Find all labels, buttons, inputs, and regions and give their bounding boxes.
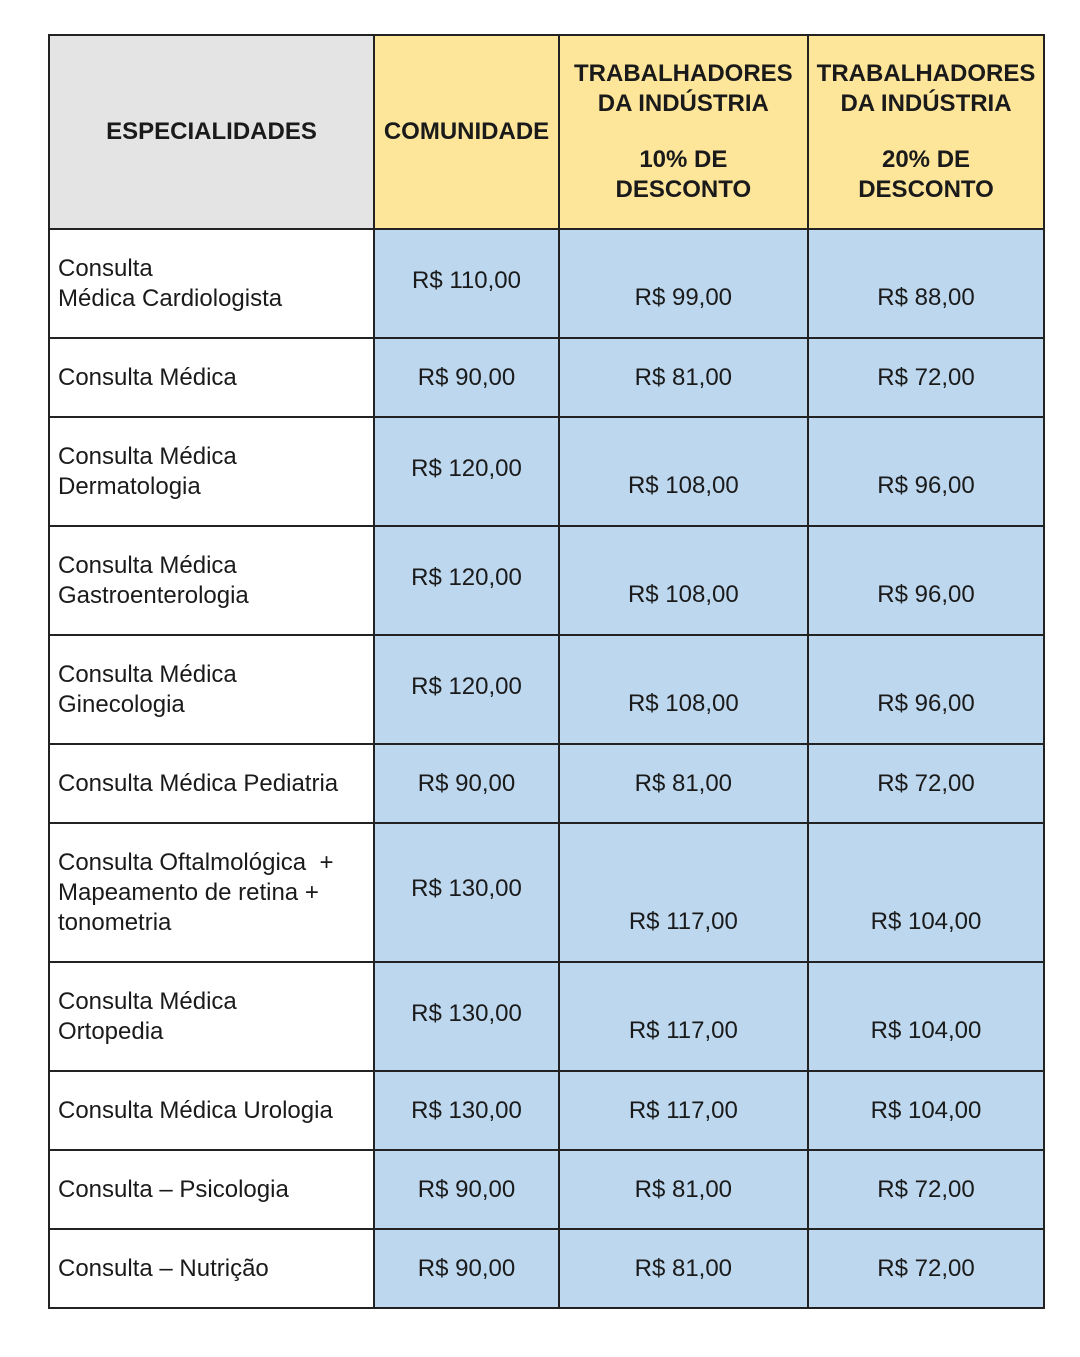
- specialty-name: Consulta Médica Dermatologia: [58, 442, 237, 500]
- specialty-cell: [49, 338, 374, 417]
- header-industry-10: [559, 35, 808, 229]
- specialty-cell: [49, 1150, 374, 1229]
- price-20-discount-cell: [808, 229, 1045, 338]
- price-20-discount-cell: [808, 1150, 1045, 1229]
- community-price-cell: [374, 744, 559, 823]
- price-20-discount-cell: [808, 1071, 1045, 1150]
- community-price: R$ 110,00: [412, 267, 521, 294]
- header-industry-10-label: TRABALHADORES DA INDÚSTRIA: [574, 60, 793, 117]
- price-10-discount-cell: [559, 744, 808, 823]
- specialty-cell: [49, 744, 374, 823]
- price-20-discount: R$ 96,00: [877, 581, 975, 608]
- specialty-name: Consulta – Psicologia: [58, 1175, 289, 1203]
- community-price: R$ 120,00: [411, 564, 522, 591]
- specialty-name: Consulta Oftalmológica + Mapeamento de retina + tonometria: [58, 848, 334, 936]
- price-10-discount: R$ 117,00: [628, 908, 738, 935]
- price-10-discount-cell: [559, 229, 808, 338]
- price-10-discount: R$ 99,00: [634, 284, 733, 311]
- table-row: [49, 417, 1044, 526]
- community-price: R$ 130,00: [411, 1000, 522, 1027]
- community-price-cell: [374, 962, 559, 1071]
- community-price-cell: [374, 823, 559, 962]
- header-specialties-label: ESPECIALIDADES: [106, 118, 317, 145]
- price-20-discount: R$ 72,00: [877, 769, 975, 797]
- price-20-discount-cell: [808, 744, 1045, 823]
- community-price-cell: [374, 526, 559, 635]
- community-price-cell: [374, 338, 559, 417]
- price-10-discount: R$ 81,00: [634, 1175, 733, 1203]
- specialty-name: Consulta Médica Urologia: [58, 1096, 333, 1124]
- price-10-discount: R$ 81,00: [634, 769, 733, 797]
- price-10-discount-cell: [559, 1150, 808, 1229]
- price-10-discount: R$ 81,00: [634, 363, 733, 391]
- price-10-discount-cell: [559, 1229, 808, 1308]
- specialty-name: Consulta Médica Ginecologia: [58, 660, 237, 718]
- community-price-cell: [374, 1150, 559, 1229]
- price-10-discount: R$ 117,00: [628, 1096, 738, 1124]
- price-20-discount: R$ 72,00: [877, 1254, 975, 1282]
- price-20-discount: R$ 104,00: [870, 908, 982, 935]
- price-20-discount: R$ 96,00: [877, 472, 975, 499]
- community-price-cell: [374, 229, 559, 338]
- specialty-cell: [49, 962, 374, 1071]
- table-row: [49, 338, 1044, 417]
- specialty-name: Consulta – Nutrição: [58, 1254, 269, 1282]
- header-community-label: COMUNIDADE: [383, 118, 550, 145]
- price-20-discount-cell: [808, 526, 1045, 635]
- price-20-discount: R$ 88,00: [877, 284, 975, 311]
- header-community: [374, 35, 559, 229]
- table-row: [49, 1071, 1044, 1150]
- price-20-discount: R$ 104,00: [870, 1017, 982, 1044]
- price-20-discount-cell: [808, 417, 1045, 526]
- table-row: [49, 744, 1044, 823]
- header-industry-20-label: TRABALHADORES DA INDÚSTRIA: [816, 60, 1036, 117]
- price-20-discount-cell: [808, 962, 1045, 1071]
- specialty-cell: [49, 635, 374, 744]
- table-row: [49, 962, 1044, 1071]
- community-price: R$ 90,00: [417, 1254, 516, 1282]
- price-10-discount-cell: [559, 526, 808, 635]
- community-price: R$ 90,00: [417, 769, 516, 797]
- specialty-cell: [49, 229, 374, 338]
- specialty-cell: [49, 1229, 374, 1308]
- price-20-discount: R$ 104,00: [870, 1096, 982, 1124]
- community-price-cell: [374, 417, 559, 526]
- header-row: [49, 35, 1044, 229]
- community-price: R$ 120,00: [411, 673, 522, 700]
- price-10-discount-cell: [559, 823, 808, 962]
- price-10-discount-cell: [559, 338, 808, 417]
- table-row: [49, 1229, 1044, 1308]
- price-10-discount-cell: [559, 962, 808, 1071]
- price-10-discount-cell: [559, 417, 808, 526]
- table-row: [49, 823, 1044, 962]
- community-price: R$ 90,00: [417, 1175, 516, 1203]
- table-row: [49, 526, 1044, 635]
- specialty-cell: [49, 823, 374, 962]
- table-row: [49, 1150, 1044, 1229]
- price-10-discount: R$ 108,00: [627, 472, 739, 499]
- price-20-discount: R$ 96,00: [877, 690, 975, 717]
- price-10-discount-cell: [559, 635, 808, 744]
- community-price: R$ 90,00: [417, 363, 516, 391]
- table-row: [49, 229, 1044, 338]
- header-specialties: [49, 35, 374, 229]
- price-20-discount-cell: [808, 635, 1045, 744]
- specialty-name: Consulta Médica Pediatria: [58, 769, 339, 797]
- specialty-name: Consulta Médica Gastroenterologia: [58, 551, 249, 609]
- table-row: [49, 635, 1044, 744]
- price-20-discount-cell: [808, 338, 1045, 417]
- price-20-discount: R$ 72,00: [877, 363, 975, 391]
- specialty-cell: [49, 417, 374, 526]
- community-price-cell: [374, 1071, 559, 1150]
- community-price: R$ 130,00: [411, 1096, 522, 1124]
- price-10-discount: R$ 108,00: [627, 690, 739, 717]
- price-10-discount: R$ 108,00: [627, 581, 739, 608]
- specialty-name: Consulta Médica Cardiologista: [58, 254, 283, 312]
- specialty-cell: [49, 526, 374, 635]
- community-price-cell: [374, 1229, 559, 1308]
- header-industry-20-discount: 20% DE DESCONTO: [858, 146, 994, 203]
- price-10-discount-cell: [559, 1071, 808, 1150]
- price-20-discount-cell: [808, 823, 1045, 962]
- community-price-cell: [374, 635, 559, 744]
- community-price: R$ 130,00: [411, 875, 522, 902]
- price-20-discount-cell: [808, 1229, 1045, 1308]
- specialty-cell: [49, 1071, 374, 1150]
- header-industry-10-discount: 10% DE DESCONTO: [615, 146, 752, 203]
- price-20-discount: R$ 72,00: [877, 1175, 975, 1203]
- specialty-name: Consulta Médica: [58, 363, 237, 391]
- price-table: [48, 34, 1045, 1309]
- specialty-name: Consulta Médica Ortopedia: [58, 987, 237, 1045]
- header-industry-20: [808, 35, 1045, 229]
- price-10-discount: R$ 81,00: [634, 1254, 733, 1282]
- price-10-discount: R$ 117,00: [628, 1017, 738, 1044]
- community-price: R$ 120,00: [411, 455, 522, 482]
